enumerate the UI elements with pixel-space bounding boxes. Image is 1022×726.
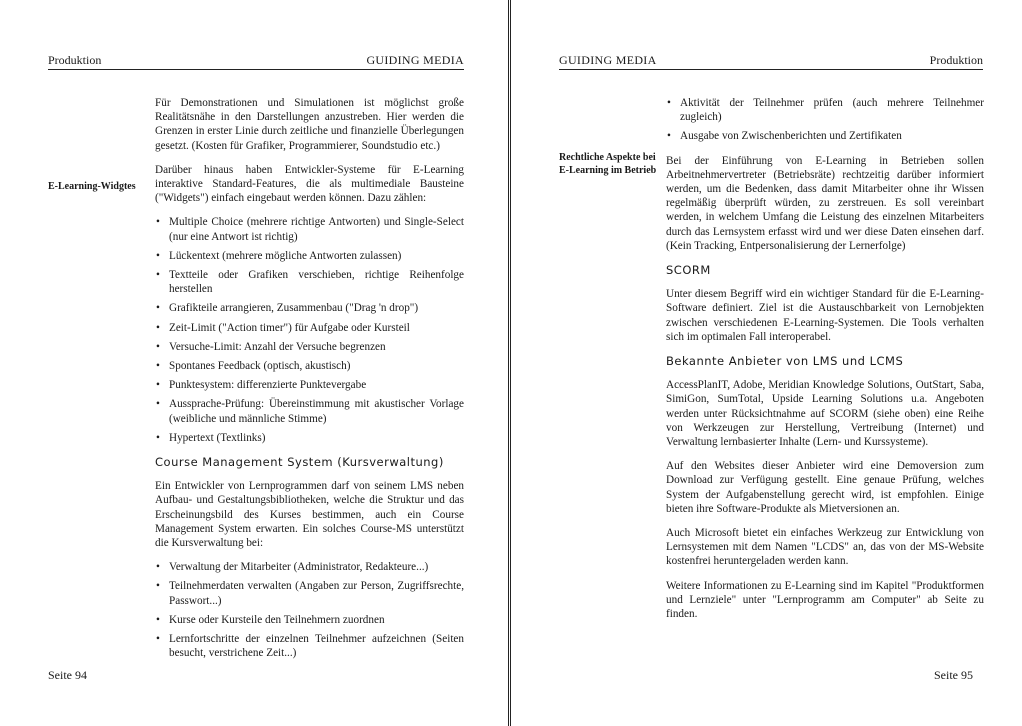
margin-label-legal: Rechtliche Aspekte bei E-Learning im Betrieb [559, 152, 657, 176]
scorm-heading: SCORM [666, 263, 711, 278]
list-item: • Aktivität der Teilnehmer prüfen (auch mehrere Teilnehmer zugleich) [666, 96, 984, 124]
right-body [666, 96, 984, 631]
margin-label-widgets: E-Learning-Widgtes [48, 181, 136, 192]
websites-paragraph: Auf den Websites dieser Anbieter wird eine Demoversion zum Download zur Verfügung gestellt. Eine genaue Prüfung, welches System der Aufgabenstellung gerecht wird, ist empfohlen. Einige bieten ihre Software-Produkte als Mietversionen an. [666, 460, 984, 515]
widgets-list [155, 215, 464, 445]
left-page [0, 0, 509, 726]
list-item: • Versuche-Limit: Anzahl der Versuche begrenzen [155, 340, 464, 354]
left-body [155, 96, 464, 671]
right-page [510, 0, 1022, 726]
header-section-title: Produktion [929, 53, 983, 67]
microsoft-paragraph: Auch Microsoft bietet ein einfaches Werkzeug zur Entwicklung von Lernsystemen mit dem Namen "LCDS" an, das von der MS-Website kostenfrei heruntergeladen werden kann. [666, 527, 984, 568]
list-item: • Ausgabe von Zwischenberichten und Zertifikaten [666, 129, 984, 143]
widgets-paragraph: Darüber hinaus haben Entwickler-Systeme für E-Learning interaktive Standard-Features, die als multimediale Bausteine ("Widgets") einfach eingebaut werden können. Dazu zählen: [155, 163, 464, 205]
list-item: • Verwaltung der Mitarbeiter (Administrator, Redakteure...) [155, 560, 464, 574]
page-number-left: Seite 94 [48, 668, 87, 682]
vendors-paragraph: AccessPlanIT, Adobe, Meridian Knowledge Solutions, OutStart, Saba, SimiGon, SumTotal, Upside Learning Solutions u.a. Angeboten werden unter Rücksichtnahme auf SCORM (siehe oben) eine Reihe von Werkzeugen zur Herstellung, Vertreibung (Internet) und Verwaltung lernbasierter Inhalte (Lern- und Kurssysteme). [666, 379, 984, 449]
header-book-title: GUIDING MEDIA [559, 53, 657, 67]
legal-paragraph: Bei der Einführung von E-Learning in Betrieben sollen Arbeitnehmervertreter (Betriebsräte) rechtzeitig darüber informiert werden, um die Bedenken, dass damit Mitarbeiter ohne ihr Wissen regelmäßig überprüft würden, zu zerstreuen. Es soll vereinbart werden, in welchem Umfang die Leistung des einzelnen Mitarbeiters durch das Lernsystem erfasst wird und wer diese Daten einsehen darf. (Kein Tracking, Entpersonalisierung der Lernerfolge) [666, 154, 984, 252]
page-number-right: Seite 95 [934, 668, 973, 682]
list-item: • Multiple Choice (mehrere richtige Antworten) und Single-Select (nur eine Antwort ist richtig) [155, 215, 464, 243]
list-item: • Lückentext (mehrere mögliche Antworten zulassen) [155, 249, 464, 263]
cms-list [155, 560, 464, 660]
list-item: • Hypertext (Textlinks) [155, 431, 464, 445]
scorm-paragraph: Unter diesem Begriff wird ein wichtiger Standard für die E-Learning-Software definiert. Ziel ist die Austauschbarkeit von Lernobjekten zwischen verschiedenen E-Learning-Systemen. Die Tools verhalten sich im optimalen Fall interoperabel. [666, 288, 984, 343]
list-item: • Zeit-Limit ("Action timer") für Aufgabe oder Kursteil [155, 321, 464, 335]
list-item: • Teilnehmerdaten verwalten (Angaben zur Person, Zugriffsrechte, Passwort...) [155, 579, 464, 607]
list-item: • Lernfortschritte der einzelnen Teilnehmer aufzeichnen (Seiten besucht, verstrichene Zeit...) [155, 632, 464, 660]
top-list [666, 96, 984, 144]
left-page-header [48, 53, 464, 70]
further-info-paragraph: Weitere Informationen zu E-Learning sind im Kapitel "Produktformen und Lernziele" unter "Lernprogramm am Computer" ab Seite zu finden. [666, 579, 984, 621]
list-item: • Textteile oder Grafiken verschieben, richtige Reihenfolge herstellen [155, 268, 464, 296]
list-item: • Punktesystem: differenzierte Punktevergabe [155, 378, 464, 392]
list-item: • Spontanes Feedback (optisch, akustisch) [155, 359, 464, 373]
intro-paragraph: Für Demonstrationen und Simulationen ist möglichst große Realitätsnähe in den Darstellungen anzustreben. Hier werden die Grenzen in erster Linie durch zeitliche und finanzielle Überlegungen gesetzt. (Kosten für Grafiker, Programmierer, Soundstudio etc.) [155, 97, 464, 152]
list-item: • Aussprache-Prüfung: Übereinstimmung mit akustischer Vorlage (weibliche und männliche Stimme) [155, 397, 464, 425]
list-item: • Grafikteile arrangieren, Zusammenbau ("Drag 'n drop") [155, 301, 464, 315]
right-page-header [559, 53, 983, 70]
header-section-title: Produktion [48, 53, 102, 67]
vendors-heading: Bekannte Anbieter von LMS und LCMS [666, 354, 904, 369]
cms-paragraph: Ein Entwickler von Lernprogrammen darf von seinem LMS neben Aufbau- und Gestaltungsbibliotheken, welche die Struktur und das Erscheinungsbild des Kurses bestimmen, auch ein Course Management System erwarten. Ein solches Course-MS unterstützt die Kursverwaltung bei: [155, 480, 464, 550]
list-item: • Kurse oder Kursteile den Teilnehmern zuordnen [155, 613, 464, 627]
cms-heading: Course Management System (Kursverwaltung) [155, 455, 444, 470]
header-book-title: GUIDING MEDIA [366, 53, 464, 67]
